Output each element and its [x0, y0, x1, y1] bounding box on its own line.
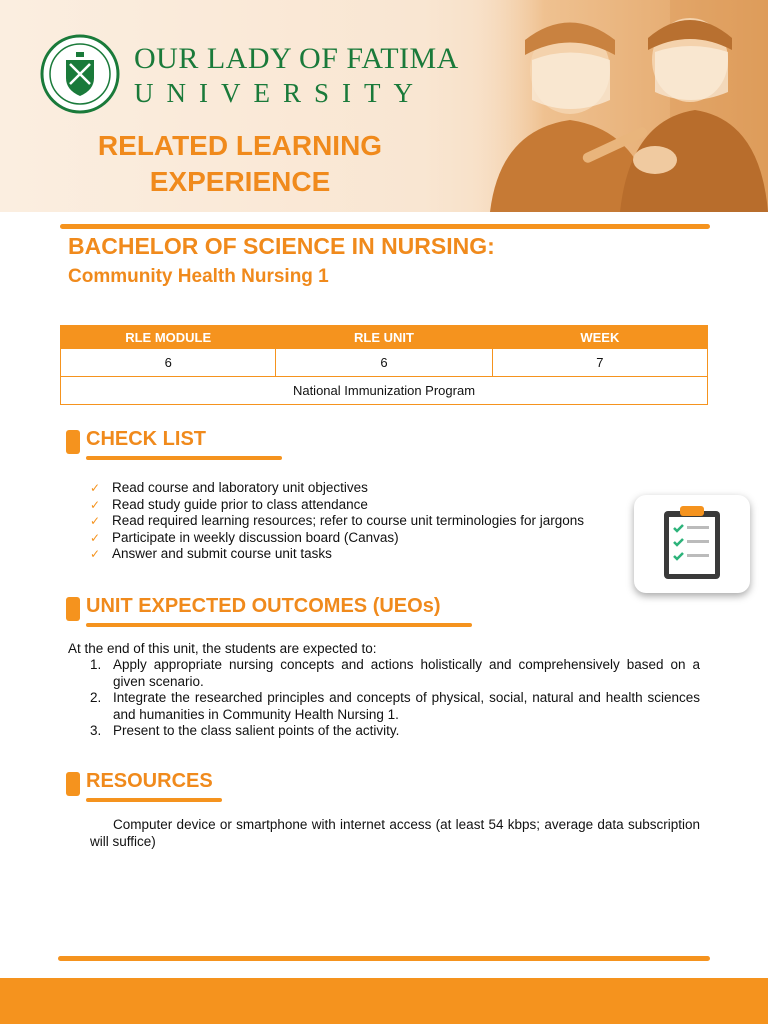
list-item: 2. Integrate the researched principles and concepts of physical, social, natural and health sciences and humanities in Community Health Nursing 1. [90, 690, 700, 722]
cell-topic: National Immunization Program [61, 377, 708, 405]
resources-text: Computer device or smartphone with internet access (at least 54 kbps; average data subscription will suffice) [90, 817, 700, 849]
clipboard-card [634, 495, 750, 593]
header-photo [470, 0, 768, 212]
footer-band [0, 978, 768, 1024]
table-row [61, 349, 708, 377]
cell-unit: 6 [276, 349, 492, 377]
university-name-line1: OUR LADY OF FATIMA [134, 42, 459, 75]
clipboard-checklist-icon [634, 495, 750, 593]
checklist-heading-label: CHECK LIST [86, 428, 206, 450]
check-mark-icon: ✓ [90, 547, 101, 561]
bottom-divider [58, 956, 710, 961]
program-title: BACHELOR OF SCIENCE IN NURSING: [68, 233, 495, 259]
list-item: 1. Apply appropriate nursing concepts and actions holistically and comprehensively based on a given scenario. [90, 657, 700, 689]
check-mark-icon: ✓ [90, 530, 101, 545]
university-seal-icon [40, 34, 120, 114]
checklist [90, 480, 584, 563]
col-header-module: RLE MODULE [61, 326, 276, 349]
ueo-heading-label: UNIT EXPECTED OUTCOMES (UEOs) [86, 595, 441, 617]
list-item: ✓ Answer and submit course unit tasks [90, 546, 332, 561]
nurses-photo [470, 0, 768, 212]
rle-info-table [60, 325, 708, 405]
resources-heading-label: RESOURCES [86, 770, 213, 792]
check-mark-icon: ✓ [90, 481, 101, 495]
page-title-line2: EXPERIENCE [149, 166, 331, 197]
ueo-intro: At the end of this unit, the students are expected to: [68, 641, 377, 656]
table-row [61, 377, 708, 405]
university-name-line2: UNIVERSITY [134, 78, 426, 108]
page-title-line1: RELATED LEARNING [97, 130, 383, 161]
page-title [60, 128, 420, 200]
document-header [0, 0, 768, 212]
check-mark-icon: ✓ [90, 497, 101, 512]
table-header-row [61, 326, 708, 349]
list-item: ✓ Read required learning resources; refer to course unit terminologies for jargons [90, 513, 584, 528]
course-title: Community Health Nursing 1 [68, 266, 329, 287]
list-item: ✓ Participate in weekly discussion board (Canvas) [90, 529, 399, 545]
list-item: 3. Present to the class salient points of the activity. [90, 723, 400, 738]
list-item: ✓ Read course and laboratory unit objectives [90, 480, 368, 495]
cell-week: 7 [492, 349, 707, 377]
cell-module: 6 [61, 349, 276, 377]
check-mark-icon: ✓ [90, 514, 101, 528]
col-header-unit: RLE UNIT [276, 326, 492, 349]
ueo-list [68, 657, 700, 740]
top-divider [60, 224, 710, 229]
col-header-week: WEEK [492, 326, 707, 349]
list-item: ✓ Read study guide prior to class attendance [90, 496, 368, 512]
